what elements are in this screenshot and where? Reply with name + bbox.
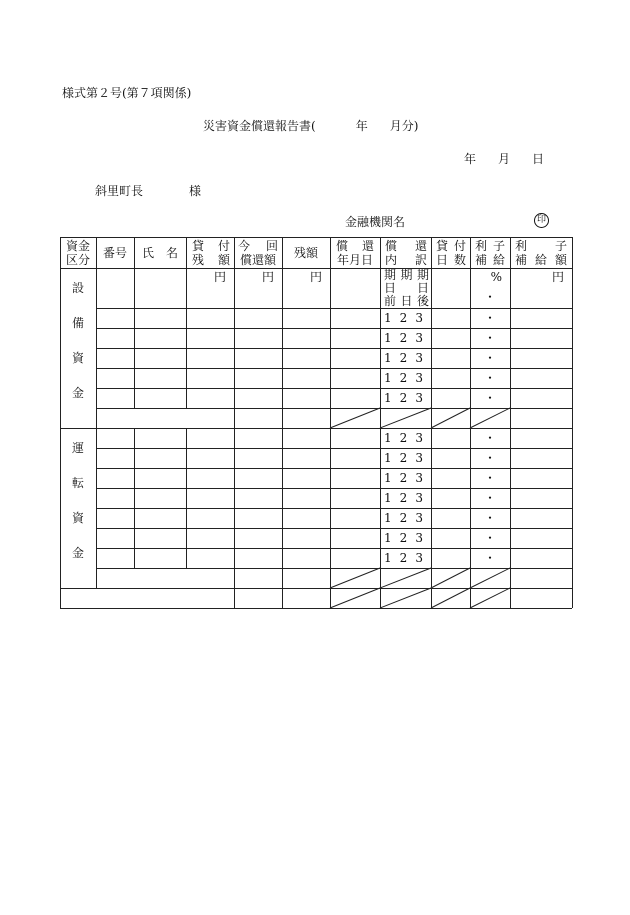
installment-number: 1 (384, 331, 392, 345)
header-line (192, 239, 230, 253)
table-rule-h (96, 308, 572, 309)
table-rule-v (282, 237, 283, 608)
section-category-char: 資 (71, 510, 84, 525)
unit-remaining-text: 円 (309, 270, 322, 284)
header-line (336, 253, 374, 266)
installment-cell (384, 511, 423, 525)
installment-number: 2 (399, 531, 408, 545)
rate-dot (470, 511, 510, 525)
installment-number: 1 (384, 371, 392, 385)
addressee (95, 185, 201, 197)
installment-cell (384, 491, 423, 505)
table-rule-v (186, 428, 187, 568)
rate-dot (470, 471, 510, 485)
header-remaining-label: 残額 (293, 246, 318, 260)
header-category (60, 239, 96, 266)
installment-cell (384, 351, 423, 365)
installment-cell (384, 451, 423, 465)
header-interest-rate-char: 給 (492, 253, 505, 266)
table-rule-v (510, 237, 511, 608)
breakdown-first (384, 269, 429, 309)
title-month: 月分) (389, 119, 419, 133)
header-line (475, 239, 505, 253)
installment-cell (384, 331, 423, 345)
header-repayment-date-char: 償 (336, 239, 349, 253)
section-category-char: 運 (71, 440, 84, 455)
date-day: 日 (532, 152, 545, 166)
rate-dot-text: ・ (483, 391, 496, 405)
installment-number: 3 (415, 331, 423, 345)
installment-number: 1 (384, 531, 392, 545)
table-rule-h (96, 508, 572, 509)
installment-cell (384, 391, 423, 405)
date-year: 年 (464, 152, 477, 166)
installment-number: 2 (399, 351, 408, 365)
rate-dot (470, 551, 510, 565)
header-interest-rate (475, 239, 505, 266)
rate-dot-text: ・ (483, 551, 496, 565)
breakdown-first-char: 前 (384, 294, 397, 308)
header-interest-amount (515, 239, 567, 266)
strike-line (431, 588, 470, 608)
unit-rate-text: % (490, 270, 502, 284)
header-line (60, 253, 96, 266)
strike-line (470, 568, 510, 588)
table-rule-h (96, 568, 572, 569)
header-line (238, 239, 278, 253)
installment-number: 2 (399, 451, 408, 465)
rate-dot-text: ・ (483, 451, 496, 465)
strike-line (431, 568, 470, 588)
installment-cell (384, 431, 423, 445)
form-number: 様式第２号(第７項関係) (62, 86, 192, 100)
strike-line (330, 568, 380, 588)
header-loan-days-char: 日 (436, 253, 449, 266)
header-repayment-breakdown-char: 償 (385, 239, 398, 253)
header-name-char: 名 (165, 246, 178, 260)
installment-number: 2 (399, 391, 408, 405)
installment-number: 1 (384, 491, 392, 505)
section-category-char: 備 (71, 315, 84, 330)
header-current-repayment-char: 回 (265, 239, 278, 253)
header-number (96, 246, 134, 266)
header-loan-days-char: 貸 (436, 239, 449, 253)
header-category-line: 区分 (65, 253, 90, 266)
section-category-char: 金 (71, 545, 84, 560)
header-category-line: 資金 (65, 239, 90, 253)
unit-current-repayment (234, 270, 274, 284)
header-loan-days (436, 239, 466, 266)
strike-line (330, 588, 380, 608)
header-interest-rate-char: 利 (475, 239, 488, 253)
seal-mark: 印 (534, 213, 549, 228)
table-rule-h (60, 237, 572, 238)
installment-number: 3 (415, 491, 423, 505)
installment-number: 1 (384, 451, 392, 465)
header-number-label: 番号 (102, 246, 127, 260)
breakdown-first-char: 期 (400, 269, 413, 282)
header-current-repayment-char: 今 (238, 239, 251, 253)
rate-dot (470, 451, 510, 465)
rate-dot (470, 431, 510, 445)
unit-interest-amount (510, 270, 564, 284)
table-rule-v (572, 237, 573, 608)
table-rule-h (96, 328, 572, 329)
installment-number: 2 (399, 371, 408, 385)
header-current-repayment-line: 償還額 (239, 253, 276, 266)
strike-line (380, 568, 431, 588)
rate-dot-text: ・ (483, 471, 496, 485)
table-rule-h (96, 488, 572, 489)
header-interest-rate-char: 補 (475, 253, 488, 266)
header-repayment-breakdown-char: 内 (385, 253, 398, 266)
table-rule-v (60, 237, 61, 608)
header-line (475, 253, 505, 266)
header-line (384, 295, 429, 308)
header-interest-amount-char: 給 (534, 253, 547, 266)
installment-number: 3 (415, 471, 423, 485)
unit-interest-amount-text: 円 (551, 270, 564, 284)
header-loan-balance-char: 付 (217, 239, 230, 253)
table-rule-h (96, 528, 572, 529)
rate-dot (470, 290, 510, 304)
header-loan-balance-char: 貸 (192, 239, 205, 253)
header-repayment-breakdown (385, 239, 427, 266)
header-current-repayment (238, 239, 278, 266)
header-line (436, 253, 466, 266)
strike-line (470, 588, 510, 608)
header-repayment-date (336, 239, 374, 266)
table-rule-v (380, 237, 381, 608)
installment-number: 3 (415, 511, 423, 525)
header-interest-rate-char: 子 (492, 239, 505, 253)
breakdown-first-char: 期 (384, 269, 397, 282)
strike-line (330, 408, 380, 428)
table-rule-h (96, 368, 572, 369)
unit-loan-balance-text: 円 (213, 270, 226, 284)
section-category-char: 金 (71, 385, 84, 400)
header-repayment-date-char: 還 (361, 239, 374, 253)
rate-dot (470, 331, 510, 345)
title-year: 年 (355, 119, 368, 133)
header-line (515, 239, 567, 253)
table-rule-h (60, 588, 572, 589)
table-rule-h (60, 608, 572, 609)
addressee-name: 斜里町長 (95, 184, 144, 198)
installment-cell (384, 471, 423, 485)
header-remaining (282, 246, 330, 266)
rate-dot-text: ・ (483, 351, 496, 365)
section-category-char: 転 (71, 475, 84, 490)
table-rule-h (96, 548, 572, 549)
breakdown-first-char: 後 (416, 294, 429, 308)
header-interest-amount-char: 補 (515, 253, 528, 266)
header-repayment-breakdown-char: 還 (414, 239, 427, 253)
header-line (436, 239, 466, 253)
report-date (464, 153, 544, 165)
strike-line (470, 408, 510, 428)
installment-number: 2 (399, 331, 408, 345)
header-interest-amount-char: 額 (554, 253, 567, 266)
installment-number: 1 (384, 351, 392, 365)
table-rule-v (330, 237, 331, 608)
header-line (192, 253, 230, 266)
section-category-char: 設 (71, 280, 84, 295)
installment-cell (384, 311, 423, 325)
header-interest-amount-char: 子 (554, 239, 567, 253)
table-rule-h (96, 448, 572, 449)
installment-number: 1 (384, 511, 392, 525)
header-name (142, 246, 178, 266)
breakdown-first-char: 期 (416, 269, 429, 282)
table-rule-h (96, 408, 572, 409)
installment-number: 2 (399, 551, 408, 565)
section-category-char: 資 (71, 350, 84, 365)
table-rule-v (431, 237, 432, 608)
header-repayment-date-line: 年月日 (336, 253, 373, 266)
rate-dot (470, 351, 510, 365)
rate-dot-text: ・ (483, 511, 496, 525)
installment-number: 2 (399, 511, 408, 525)
header-loan-days-char: 数 (453, 253, 466, 266)
rate-dot-text: ・ (483, 290, 496, 304)
installment-number: 3 (415, 351, 423, 365)
rate-dot-text: ・ (483, 371, 496, 385)
installment-number: 3 (415, 551, 423, 565)
breakdown-first-char: 日 (384, 281, 397, 295)
installment-cell (384, 371, 423, 385)
bank-name-label: 金融機関名 (345, 215, 406, 229)
rate-dot-text: ・ (483, 331, 496, 345)
header-line (238, 253, 278, 266)
header-line (142, 246, 178, 260)
header-name-char: 氏 (142, 246, 155, 260)
installment-number: 1 (384, 551, 392, 565)
table-rule-v (96, 237, 97, 588)
table-rule-h (96, 468, 572, 469)
header-line (60, 239, 96, 253)
installment-number: 1 (384, 311, 392, 325)
date-month: 月 (498, 152, 511, 166)
unit-rate (470, 270, 502, 284)
table-rule-h (96, 348, 572, 349)
strike-line (380, 408, 431, 428)
unit-loan-balance (186, 270, 226, 284)
header-line (515, 253, 567, 266)
installment-cell (384, 551, 423, 565)
header-loan-balance (192, 239, 230, 266)
header-loan-days-char: 付 (453, 239, 466, 253)
installment-number: 3 (415, 311, 423, 325)
strike-line (380, 588, 431, 608)
rate-dot-text: ・ (483, 311, 496, 325)
installment-number: 3 (415, 531, 423, 545)
unit-remaining (282, 270, 322, 284)
strike-line (431, 408, 470, 428)
breakdown-first-char: 日 (416, 281, 429, 295)
breakdown-first-char: 日 (400, 294, 413, 308)
report-title (203, 120, 418, 132)
table-rule-v (186, 237, 187, 408)
header-line (385, 239, 427, 253)
header-interest-amount-char: 利 (515, 239, 528, 253)
title-prefix: 災害資金償還報告書( (203, 119, 316, 133)
rate-dot (470, 531, 510, 545)
installment-number: 2 (399, 491, 408, 505)
header-repayment-breakdown-char: 訳 (414, 253, 427, 266)
rate-dot (470, 491, 510, 505)
installment-number: 2 (399, 431, 408, 445)
rate-dot (470, 371, 510, 385)
installment-number: 3 (415, 451, 423, 465)
installment-number: 3 (415, 431, 423, 445)
addressee-suffix: 様 (189, 184, 202, 198)
table-rule-h (60, 428, 572, 429)
installment-cell (384, 531, 423, 545)
installment-number: 1 (384, 431, 392, 445)
header-loan-balance-char: 額 (217, 253, 230, 266)
installment-number: 1 (384, 471, 392, 485)
unit-current-repayment-text: 円 (261, 270, 274, 284)
table-rule-h (60, 268, 572, 269)
installment-number: 3 (415, 391, 423, 405)
table-rule-v (134, 237, 135, 408)
installment-number: 1 (384, 391, 392, 405)
table-rule-v (134, 428, 135, 568)
rate-dot (470, 311, 510, 325)
header-loan-balance-char: 残 (192, 253, 205, 266)
installment-number: 3 (415, 371, 423, 385)
rate-dot (470, 391, 510, 405)
installment-number: 2 (399, 311, 408, 325)
header-line (385, 253, 427, 266)
header-line (336, 239, 374, 253)
table-rule-v (234, 237, 235, 608)
installment-number: 2 (399, 471, 408, 485)
table-rule-h (96, 388, 572, 389)
rate-dot-text: ・ (483, 491, 496, 505)
rate-dot-text: ・ (483, 431, 496, 445)
rate-dot-text: ・ (483, 531, 496, 545)
